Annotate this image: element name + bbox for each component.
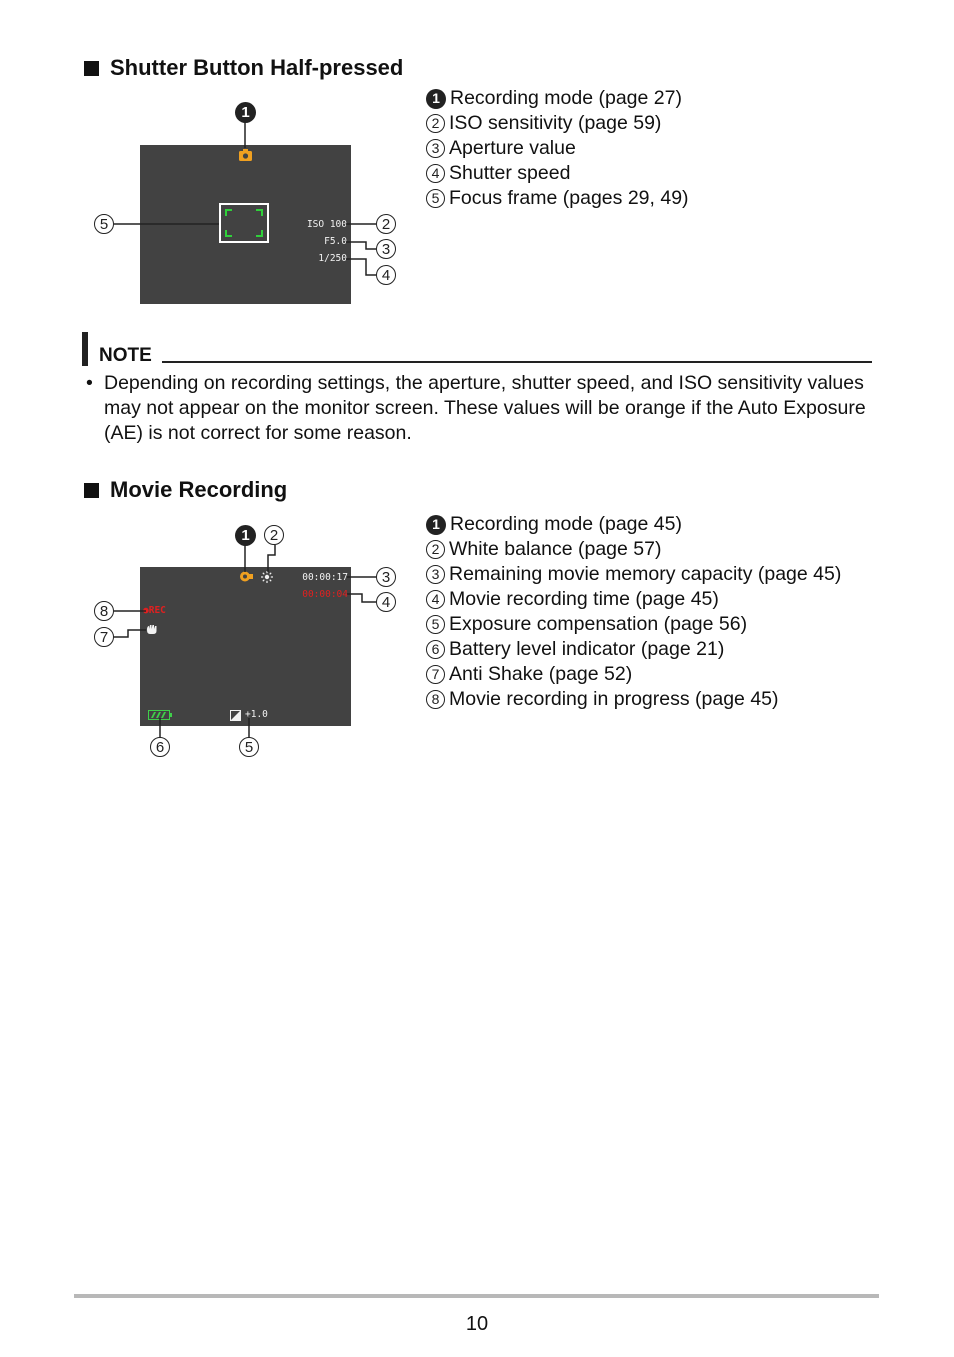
callout-number-3: 3: [376, 239, 396, 259]
remaining-time-readout: 00:00:17: [302, 572, 348, 583]
section-title-shutter: Shutter Button Half-pressed: [84, 55, 403, 81]
page-number: 10: [465, 1313, 489, 1335]
callout-number-1: 1: [235, 525, 256, 546]
callout-number-8: 8: [94, 601, 114, 621]
iso-readout: ISO 100: [306, 219, 347, 230]
legend-item: 2 ISO sensitivity (page 59): [426, 111, 689, 136]
legend-item: 4 Shutter speed: [426, 161, 689, 186]
note-bullet: •: [86, 372, 93, 394]
legend-item: 1 Recording mode (page 45): [426, 512, 841, 537]
callout-number-6: 6: [150, 737, 170, 757]
legend-number: 1: [426, 515, 446, 535]
legend-item: 1 Recording mode (page 27): [426, 86, 689, 111]
legend-item: 7 Anti Shake (page 52): [426, 662, 841, 687]
legend-item: 3 Aperture value: [426, 136, 689, 161]
callout-number-7: 7: [94, 627, 114, 647]
legend-number: 4: [426, 164, 445, 183]
legend-number: 1: [426, 89, 446, 109]
legend-number: 6: [426, 640, 445, 659]
callout-number-2: 2: [264, 525, 284, 545]
callout-lines-movie: [0, 0, 420, 780]
legend-item: 6 Battery level indicator (page 21): [426, 637, 841, 662]
callout-number-5: 5: [94, 214, 114, 234]
section-title-movie: Movie Recording: [84, 477, 287, 503]
note-label: NOTE: [99, 345, 152, 366]
callout-number-4: 4: [376, 592, 396, 612]
callout-number-4: 4: [376, 265, 396, 285]
legend-number: 3: [426, 139, 445, 158]
legend-number: 8: [426, 690, 445, 709]
footer-rule: [74, 1294, 879, 1298]
legend-number: 2: [426, 114, 445, 133]
callout-number-1: 1: [235, 102, 256, 123]
legend-item: 3 Remaining movie memory capacity (page 45): [426, 562, 841, 587]
legend-number: 4: [426, 590, 445, 609]
shutter-speed-readout: 1/250: [318, 253, 347, 264]
legend-shutter: [426, 86, 689, 211]
legend-number: 5: [426, 189, 445, 208]
legend-number: 5: [426, 615, 445, 634]
legend-item: 5 Exposure compensation (page 56): [426, 612, 841, 637]
legend-item: 8 Movie recording in progress (page 45): [426, 687, 841, 712]
legend-number: 7: [426, 665, 445, 684]
legend-number: 3: [426, 565, 445, 584]
legend-number: 2: [426, 540, 445, 559]
callout-number-3: 3: [376, 567, 396, 587]
aperture-readout: F5.0: [324, 236, 347, 247]
callout-number-2: 2: [376, 214, 396, 234]
legend-movie: [426, 512, 841, 712]
rec-indicator: ●REC: [143, 605, 166, 616]
legend-item: 2 White balance (page 57): [426, 537, 841, 562]
exposure-value-readout: +1.0: [245, 709, 268, 720]
legend-item: 4 Movie recording time (page 45): [426, 587, 841, 612]
callout-number-5: 5: [239, 737, 259, 757]
note-text: • Depending on recording settings, the aperture, shutter speed, and ISO sensitivity values may not appear on the monitor screen. These values will be orange if the Auto Exposure (AE) is not correct for some reason.: [86, 372, 866, 444]
elapsed-time-readout: 00:00:04: [302, 589, 348, 600]
legend-item: 5 Focus frame (pages 29, 49): [426, 186, 689, 211]
